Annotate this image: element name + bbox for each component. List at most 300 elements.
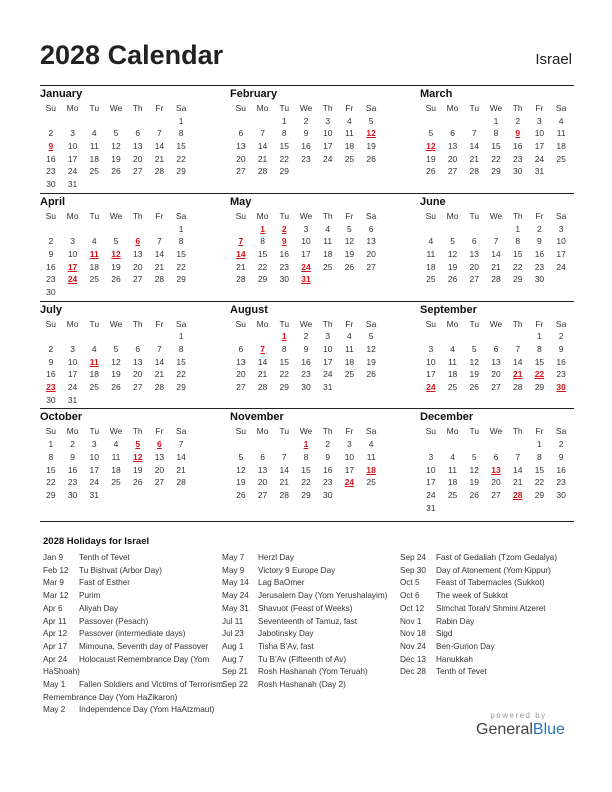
holiday-item — [400, 654, 580, 667]
holiday-item — [222, 616, 402, 629]
holiday-date: Aug 7 — [222, 654, 244, 664]
empty-cell — [230, 438, 252, 451]
day-grid — [40, 210, 192, 299]
holiday-day: 1 — [281, 331, 287, 342]
day-cell: 19 — [366, 356, 376, 367]
day-cell: 20 — [491, 369, 501, 380]
day-cell: 12 — [366, 344, 376, 354]
month-march — [420, 86, 572, 191]
month-name: October — [40, 411, 83, 424]
empty-cell — [62, 223, 84, 236]
month-december — [420, 409, 572, 514]
weekday-header: We — [109, 318, 123, 329]
day-cell: 23 — [556, 369, 566, 380]
day-cell: 5 — [113, 344, 119, 354]
day-cell: 21 — [154, 369, 165, 380]
month-january — [40, 86, 192, 191]
day-cell: 1 — [178, 115, 184, 126]
day-cell: 19 — [469, 477, 480, 488]
day-cell: 6 — [493, 344, 499, 354]
day-cell: 17 — [67, 369, 78, 380]
day-cell: 10 — [67, 248, 78, 259]
holiday-day: 28 — [512, 489, 523, 500]
day-cell: 3 — [70, 128, 75, 139]
day-cell: 3 — [70, 236, 75, 247]
empty-cell — [230, 223, 252, 236]
day-cell: 27 — [491, 382, 501, 393]
day-cell: 19 — [111, 153, 121, 164]
weekday-header: Fr — [535, 103, 544, 113]
day-cell: 7 — [178, 439, 184, 450]
day-cell: 5 — [368, 115, 374, 126]
day-cell: 29 — [491, 166, 501, 177]
day-cell: 15 — [491, 141, 501, 152]
day-grid — [420, 318, 572, 394]
day-cell: 30 — [512, 166, 523, 177]
day-cell: 15 — [176, 356, 186, 367]
day-cell: 4 — [347, 115, 352, 126]
day-cell: 4 — [558, 115, 564, 126]
day-cell: 4 — [428, 236, 434, 247]
day-cell: 4 — [113, 439, 119, 450]
weekday-header: Tu — [89, 210, 100, 221]
brand-name — [476, 721, 576, 739]
day-cell: 28 — [512, 382, 523, 393]
powered-by-text: powered by — [490, 711, 547, 720]
empty-cell — [83, 115, 105, 128]
day-cell: 14 — [512, 464, 523, 475]
empty-cell — [83, 223, 105, 236]
holiday-day: 22 — [534, 369, 545, 380]
holiday-name: Purim — [79, 591, 101, 601]
empty-cell — [420, 438, 442, 451]
empty-cell — [62, 115, 84, 128]
weekday-header: We — [489, 103, 503, 113]
day-cell: 21 — [257, 153, 268, 164]
day-cell: 10 — [67, 141, 78, 152]
weekday-header: Tu — [279, 210, 290, 221]
day-cell: 29 — [534, 489, 545, 500]
day-cell: 29 — [257, 274, 268, 285]
day-cell: 26 — [111, 274, 121, 285]
holiday-item — [43, 565, 223, 578]
day-cell: 17 — [344, 464, 355, 475]
holiday-day: 9 — [48, 141, 54, 152]
holiday-day: 6 — [135, 236, 141, 247]
weekday-header: Mo — [446, 318, 459, 329]
holiday-item — [222, 628, 402, 641]
month-july — [40, 302, 192, 407]
day-cell: 2 — [558, 439, 564, 450]
holiday-date: Apr 6 — [43, 603, 63, 613]
holiday-name: Passover (Pesach) — [79, 616, 149, 626]
day-cell: 3 — [558, 223, 564, 234]
day-cell: 28 — [257, 166, 268, 177]
day-cell: 23 — [279, 261, 290, 272]
day-cell: 23 — [556, 477, 566, 488]
weekday-header: Fr — [155, 318, 164, 329]
day-cell: 3 — [325, 115, 331, 126]
day-grid — [40, 318, 192, 407]
empty-cell — [40, 223, 62, 236]
holiday-item — [222, 552, 402, 565]
day-cell: 1 — [537, 439, 542, 450]
day-cell: 20 — [236, 153, 246, 164]
weekday-header: Th — [512, 426, 523, 437]
day-cell: 5 — [368, 331, 374, 342]
holiday-item — [222, 565, 402, 578]
day-cell: 12 — [447, 248, 458, 259]
weekday-header: Fr — [155, 210, 164, 221]
weekday-header: Th — [322, 210, 333, 221]
holiday-item — [222, 577, 402, 590]
day-grid — [420, 102, 572, 178]
day-cell: 15 — [534, 464, 545, 475]
day-cell: 7 — [281, 451, 287, 462]
month-name: March — [420, 88, 453, 100]
holiday-name: Tenth of Tevet — [436, 667, 487, 677]
day-cell: 10 — [426, 464, 436, 475]
day-cell: 27 — [366, 261, 376, 272]
day-cell: 28 — [279, 489, 290, 500]
holiday-date: May 24 — [222, 591, 249, 601]
holiday-date: Nov 24 — [400, 641, 426, 651]
day-cell: 27 — [132, 274, 143, 285]
weekday-header: Th — [132, 318, 143, 329]
day-cell: 13 — [257, 464, 268, 475]
day-cell: 5 — [471, 451, 477, 462]
day-cell: 18 — [447, 477, 458, 488]
day-cell: 24 — [534, 153, 545, 164]
holiday-name: Lag BaOmer — [258, 578, 305, 588]
day-cell: 14 — [154, 141, 165, 152]
day-cell: 23 — [301, 153, 311, 164]
holiday-day: 24 — [301, 261, 311, 272]
holiday-date: Mar 9 — [43, 578, 64, 588]
day-cell: 15 — [512, 248, 523, 259]
month-name: February — [230, 88, 278, 100]
holiday-date: Sep 22 — [222, 680, 248, 690]
country-label: Israel — [535, 51, 572, 68]
empty-cell — [463, 115, 485, 128]
day-cell: 3 — [303, 223, 309, 234]
weekday-header: Fr — [155, 103, 164, 113]
weekday-header: Tu — [469, 210, 480, 221]
holiday-item — [43, 641, 223, 654]
holiday-item — [43, 679, 223, 704]
page-title: 2028 Calendar — [40, 40, 224, 70]
day-cell: 11 — [323, 236, 333, 247]
weekday-header: Mo — [446, 426, 459, 437]
day-cell: 27 — [236, 382, 246, 393]
holiday-item — [43, 628, 223, 641]
empty-cell — [105, 223, 127, 236]
day-cell: 18 — [322, 248, 333, 259]
holiday-item — [222, 590, 402, 603]
day-cell: 19 — [344, 248, 355, 259]
day-cell: 10 — [67, 356, 78, 367]
day-cell: 28 — [257, 382, 268, 393]
weekday-header: Sa — [365, 426, 377, 437]
holiday-name: Day of Atonement (Yom Kippur) — [436, 565, 551, 575]
empty-cell — [273, 438, 295, 451]
day-cell: 9 — [558, 344, 564, 354]
weekday-header: We — [489, 210, 503, 221]
holiday-day: 12 — [111, 248, 121, 259]
day-cell: 17 — [67, 153, 78, 164]
month-name: May — [230, 195, 252, 208]
day-cell: 17 — [534, 141, 545, 152]
day-cell: 9 — [48, 356, 54, 367]
month-name: June — [420, 195, 446, 208]
empty-cell — [463, 330, 485, 343]
day-cell: 24 — [67, 382, 78, 393]
day-cell: 20 — [491, 477, 501, 488]
holiday-day: 11 — [89, 356, 99, 367]
day-cell: 10 — [322, 344, 333, 354]
day-cell: 16 — [556, 464, 566, 475]
weekday-header: Mo — [66, 103, 79, 113]
weekday-header: Sa — [555, 318, 567, 329]
month-name: January — [40, 88, 83, 100]
weekday-header: We — [299, 426, 313, 437]
holiday-day: 5 — [135, 439, 141, 450]
day-cell: 19 — [469, 369, 480, 380]
day-cell: 10 — [426, 356, 436, 367]
holiday-date: May 9 — [222, 565, 245, 575]
weekday-header: We — [489, 426, 503, 437]
holiday-name: Aliyah Day — [79, 603, 119, 613]
day-cell: 28 — [491, 274, 501, 285]
day-cell: 25 — [447, 489, 458, 500]
holiday-name: Fallen Soldiers and Victims of Terrorism Remembrance Day (Yom HaZikaron) — [43, 680, 223, 702]
empty-cell — [105, 330, 127, 343]
brand-general: General — [476, 721, 533, 738]
holiday-name: Ben-Gurion Day — [436, 641, 495, 651]
day-cell: 29 — [279, 382, 290, 393]
day-cell: 22 — [176, 153, 186, 164]
month-row — [40, 301, 574, 409]
holiday-item — [43, 577, 223, 590]
day-cell: 6 — [493, 451, 499, 462]
holiday-day: 7 — [238, 236, 244, 247]
day-cell: 6 — [135, 344, 141, 354]
day-cell: 11 — [111, 451, 121, 462]
holiday-name: Jerusalem Day (Yom Yerushalayim) — [258, 591, 388, 601]
day-cell: 12 — [344, 236, 355, 247]
weekday-header: Su — [425, 103, 437, 113]
day-cell: 14 — [469, 141, 480, 152]
day-cell: 11 — [345, 344, 354, 354]
day-cell: 8 — [260, 236, 265, 247]
day-cell: 27 — [154, 477, 165, 488]
holiday-date: Oct 6 — [400, 591, 420, 601]
day-cell: 31 — [322, 382, 333, 393]
day-cell: 21 — [176, 464, 186, 475]
holiday-name: Victory 9 Europe Day — [258, 565, 336, 575]
empty-cell — [230, 115, 252, 128]
holiday-day: 24 — [426, 382, 436, 393]
holiday-name: Seventeenth of Tamuz, fast — [258, 616, 358, 626]
day-cell: 20 — [469, 261, 480, 272]
day-cell: 25 — [322, 261, 333, 272]
empty-cell — [83, 330, 105, 343]
day-cell: 5 — [347, 223, 352, 234]
holiday-column-1 — [43, 552, 223, 717]
weekday-header: Mo — [256, 210, 269, 221]
holiday-item — [43, 654, 223, 679]
day-cell: 30 — [46, 394, 56, 405]
generalblue-logo[interactable] — [476, 711, 576, 739]
holiday-date: Dec 13 — [400, 654, 426, 664]
day-cell: 27 — [447, 166, 458, 177]
day-cell: 8 — [303, 451, 309, 462]
day-cell: 25 — [111, 477, 121, 488]
day-cell: 22 — [176, 261, 186, 272]
day-cell: 8 — [48, 451, 54, 462]
day-cell: 5 — [113, 236, 119, 247]
weekday-header: Sa — [365, 103, 377, 113]
holiday-item — [222, 603, 402, 616]
holiday-date: Jul 23 — [222, 629, 244, 639]
day-cell: 29 — [46, 489, 56, 500]
day-cell: 15 — [257, 248, 268, 259]
weekday-header: Sa — [175, 210, 187, 221]
day-cell: 8 — [281, 344, 287, 354]
day-cell: 29 — [534, 382, 545, 393]
day-cell: 14 — [512, 356, 523, 367]
weekday-header: Tu — [469, 103, 480, 113]
day-cell: 12 — [236, 464, 246, 475]
day-cell: 11 — [366, 451, 376, 462]
holiday-item — [43, 616, 223, 629]
weekday-header: Mo — [256, 426, 269, 437]
day-cell: 3 — [91, 439, 97, 450]
day-cell: 29 — [301, 489, 311, 500]
weekday-header: Tu — [89, 103, 100, 113]
day-cell: 8 — [515, 236, 521, 247]
weekday-header: Sa — [175, 318, 187, 329]
holiday-name: Rabin Day — [436, 616, 475, 626]
month-august — [230, 302, 382, 407]
day-cell: 26 — [447, 274, 458, 285]
day-cell: 18 — [344, 141, 355, 152]
day-cell: 20 — [132, 261, 143, 272]
day-cell: 20 — [154, 464, 165, 475]
day-cell: 19 — [236, 477, 246, 488]
month-name: April — [40, 195, 66, 208]
day-cell: 22 — [176, 369, 186, 380]
empty-cell — [463, 438, 485, 451]
weekday-header: Su — [425, 318, 437, 329]
day-cell: 19 — [111, 261, 121, 272]
holiday-name: Tu B’Av (Fifteenth of Av) — [258, 654, 347, 664]
holiday-name: Tenth of Tevet — [79, 553, 130, 562]
holiday-day: 24 — [67, 274, 78, 285]
day-cell: 25 — [89, 166, 100, 177]
weekday-header: Su — [45, 318, 57, 329]
day-cell: 31 — [426, 502, 436, 513]
day-cell: 4 — [450, 344, 455, 354]
day-cell: 2 — [325, 439, 331, 450]
day-cell: 15 — [279, 356, 290, 367]
holiday-day: 12 — [132, 451, 143, 462]
day-cell: 16 — [301, 141, 311, 152]
weekday-header: We — [109, 426, 123, 437]
day-cell: 18 — [111, 464, 121, 475]
day-cell: 26 — [469, 489, 480, 500]
day-cell: 24 — [322, 153, 333, 164]
day-cell: 13 — [154, 451, 165, 462]
day-cell: 26 — [132, 477, 143, 488]
weekday-header: Tu — [279, 426, 290, 437]
holiday-date: May 2 — [43, 705, 66, 715]
day-cell: 25 — [89, 274, 100, 285]
day-cell: 26 — [344, 261, 355, 272]
day-cell: 19 — [111, 369, 121, 380]
month-row — [40, 408, 574, 516]
day-cell: 2 — [70, 439, 75, 450]
day-cell: 2 — [48, 128, 54, 139]
day-cell: 22 — [491, 153, 501, 164]
day-cell: 28 — [154, 382, 165, 393]
day-cell: 21 — [154, 261, 165, 272]
day-grid — [40, 102, 192, 191]
day-cell: 27 — [132, 166, 143, 177]
day-cell: 24 — [322, 369, 333, 380]
day-cell: 26 — [111, 382, 121, 393]
day-cell: 12 — [469, 356, 480, 367]
day-cell: 25 — [426, 274, 436, 285]
day-cell: 30 — [301, 382, 311, 393]
day-grid — [230, 102, 382, 178]
month-april — [40, 194, 192, 299]
month-name: August — [230, 303, 268, 316]
weekday-header: Th — [512, 210, 523, 221]
holiday-item — [400, 552, 580, 565]
holiday-day: 1 — [260, 223, 265, 234]
empty-cell — [149, 115, 171, 128]
day-cell: 24 — [67, 166, 78, 177]
weekday-header: Th — [132, 210, 143, 221]
day-cell: 23 — [46, 274, 56, 285]
month-row — [40, 193, 574, 301]
weekday-header: Sa — [555, 426, 567, 437]
holiday-day: 12 — [426, 141, 436, 152]
day-cell: 9 — [537, 236, 542, 247]
empty-cell — [252, 330, 274, 343]
day-cell: 1 — [281, 115, 287, 126]
day-cell: 7 — [157, 344, 162, 354]
day-cell: 5 — [428, 128, 434, 139]
day-cell: 17 — [301, 248, 311, 259]
empty-cell — [420, 330, 442, 343]
day-cell: 29 — [176, 166, 186, 177]
day-cell: 13 — [366, 236, 376, 247]
weekday-header: Mo — [66, 210, 79, 221]
day-cell: 10 — [344, 451, 355, 462]
holiday-name: Fast of Esther — [79, 578, 130, 588]
holiday-item — [400, 603, 580, 616]
day-cell: 16 — [322, 464, 333, 475]
holiday-date: Oct 12 — [400, 603, 425, 613]
holiday-date: Feb 12 — [43, 565, 69, 575]
day-cell: 23 — [512, 153, 523, 164]
day-cell: 15 — [176, 248, 186, 259]
empty-cell — [62, 330, 84, 343]
day-cell: 10 — [556, 236, 566, 247]
holiday-date: Jan 9 — [43, 553, 64, 562]
